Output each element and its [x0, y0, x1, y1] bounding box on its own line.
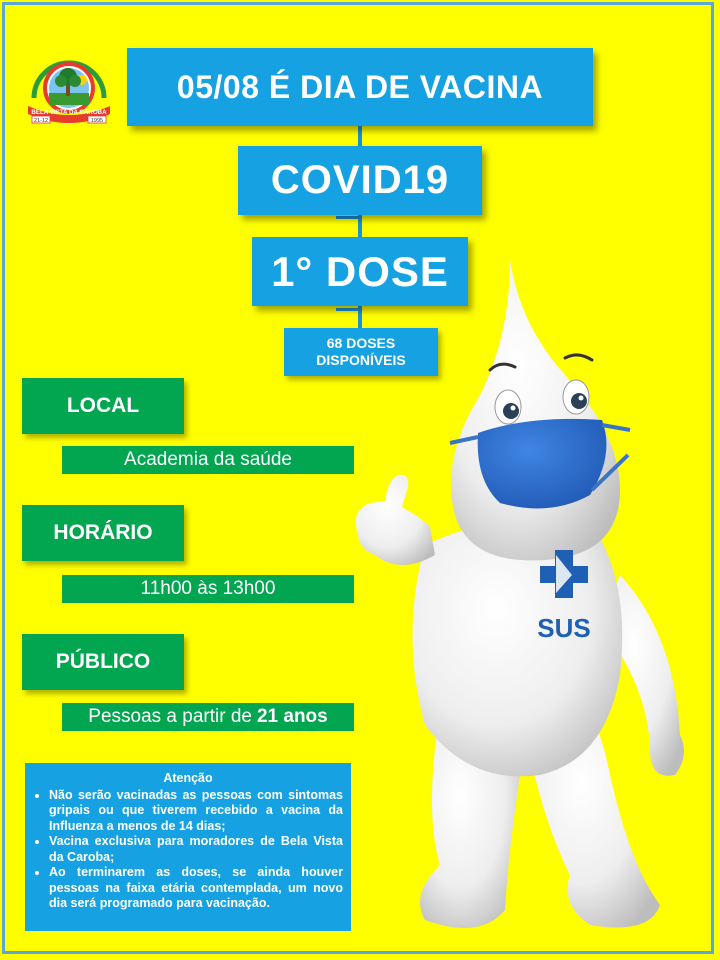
notice-item: • Ao terminarem as doses, se ainda houver pessoas na faixa etária contemplada, um novo dia será programado para vacinação.	[49, 865, 343, 912]
local-value: Academia da saúde	[62, 446, 354, 474]
publico-value	[62, 703, 354, 731]
doses-count: 68 DOSES	[326, 335, 396, 351]
vaccine-drop-mascot	[330, 255, 720, 955]
date-title-banner: 05/08 É DIA DE VACINA	[127, 48, 593, 126]
horario-value: 11h00 às 13h00	[62, 575, 354, 603]
attention-notice	[25, 763, 351, 931]
municipal-seal-logo	[26, 50, 112, 126]
local-heading: LOCAL	[22, 378, 184, 434]
seal-name: BELA VISTA DA CAROBA	[31, 109, 107, 116]
publico-age: 21 anos	[256, 706, 328, 727]
notice-item: • Não serão vacinadas as pessoas com sintomas gripais ou que tiverem recebido a vacina da Influenza a menos de 14 dias;	[49, 788, 343, 835]
dose-banner: 1° DOSE	[252, 237, 468, 306]
doses-available-label: DISPONÍVEIS	[316, 352, 406, 368]
sus-chest-text: SUS	[537, 613, 591, 643]
vaccine-name-banner: COVID19	[238, 146, 482, 215]
seal-left-date: 21-12	[33, 117, 49, 124]
connector-tick	[336, 216, 362, 219]
notice-item: • Vacina exclusiva para moradores de Bela Vista da Caroba;	[49, 834, 343, 865]
notice-title: Atenção	[163, 771, 213, 785]
seal-right-date: 1995	[90, 117, 104, 124]
publico-heading: PÚBLICO	[22, 634, 184, 690]
horario-heading: HORÁRIO	[22, 505, 184, 561]
publico-prefix: Pessoas a partir de	[88, 706, 252, 727]
